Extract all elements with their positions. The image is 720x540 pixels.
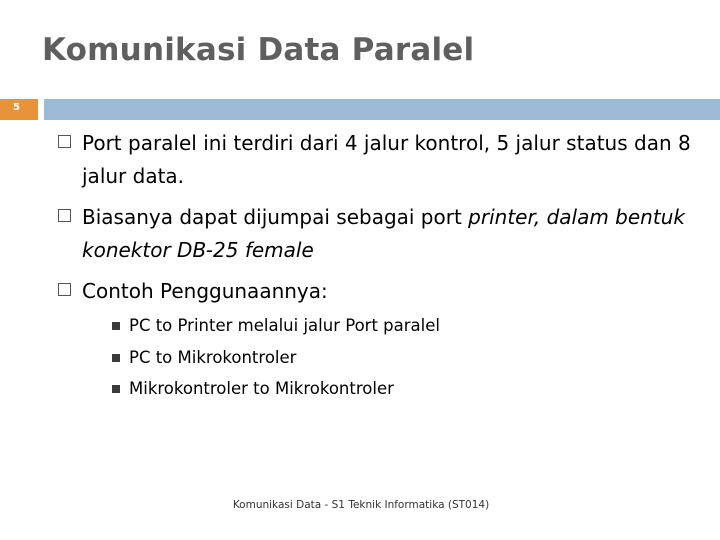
slide-footer: Komunikasi Data - S1 Teknik Informatika (ST014) [232,499,490,511]
bullet-item [82,275,692,308]
slide-title: Komunikasi Data Paralel [42,32,475,68]
bullet-text: Contoh Penggunaannya: [82,279,328,303]
sub-bullet-text: PC to Printer melalui jalur Port paralel [129,316,440,335]
square-bullet-icon [112,354,120,362]
bullet-item [82,127,692,193]
bullet-text: Port paralel ini terdiri dari 4 jalur kontrol, 5 jalur status dan 8 jalur data. [82,131,691,188]
sub-bullet-item [129,348,689,368]
square-bullet-icon [112,385,120,393]
bullet-text: Biasanya dapat dijumpai sebagai port [82,205,469,229]
slide-number: 5 [13,102,20,113]
bullet-text-italic: printer, dalam bentuk konektor DB-25 female [82,205,685,262]
checkbox-bullet-icon [58,283,71,296]
sub-bullet-text: PC to Mikrokontroler [129,348,297,367]
bullet-item [82,201,692,267]
sub-bullet-item [129,316,689,336]
checkbox-bullet-icon [58,135,71,148]
square-bullet-icon [112,322,120,330]
sub-bullet-item [129,379,689,399]
sub-bullet-text: Mikrokontroler to Mikrokontroler [129,379,394,398]
checkbox-bullet-icon [58,209,71,222]
